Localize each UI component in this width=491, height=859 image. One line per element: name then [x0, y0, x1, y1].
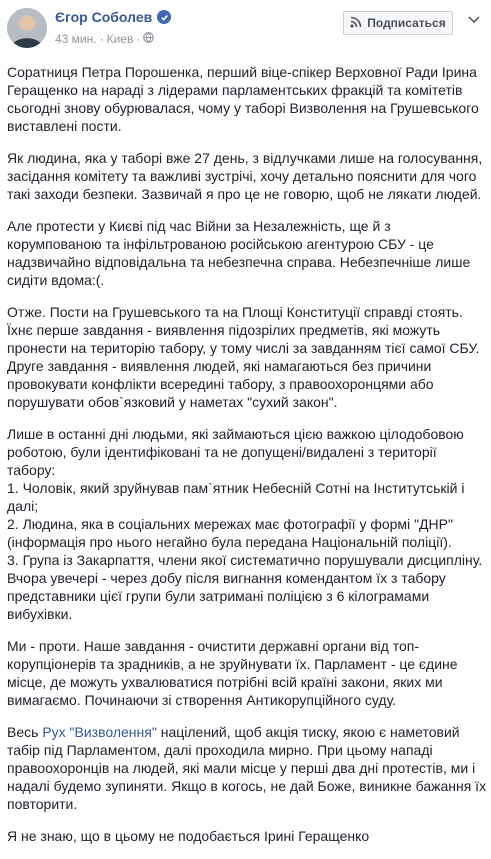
post-location[interactable]: Киев — [106, 32, 134, 46]
post-paragraph: Я не знаю, що в цьому не подобається Ірині Геращенко — [7, 828, 370, 844]
post-paragraph: Соратниця Петра Порошенка, перший віце-спікер Верховної Ради Ірина Геращенко на нараді з лідерами парламентських фракцій та комітетів сьогодні знову обурювалася, чому у таборі Визволення на Грушевського виставлені пости. — [7, 64, 479, 134]
post-body — [7, 63, 487, 859]
subscribe-button[interactable] — [343, 11, 453, 35]
post-paragraph: Лише в останні дні людьми, які займаються цією важкою цілодобовою роботою, були ідентифіковані та не допущені/видалені з території табору: 1. Чоловік, який зруйнував пам`ятник Небесній Сотні на Інститутській і далі; 2. Людина, яка в соціальних мережах має фотографії у формі "ДНР" (інформація про нього негайно була передана Національній поліції). 3. Група із Закарпаття, члени якої систематично порушували дисципліну. Вчора увечері - через добу після вигнання комендантом їх з табору представники цієї групи були затримані поліцією з 6 кілограмами вибухівки. — [7, 426, 483, 622]
post-paragraph: Ми - проти. Наше завдання - очистити державні органи від топ-корупціонерів та зрадників, а не зруйнувати їх. Парламент - це єдине місце, де можуть ухвалюватися потрібні всій країні закони, яких ми вимагаємо. Починаючи зі створення Антикорупційного суду. — [7, 638, 458, 708]
subscribe-label: Подписаться — [367, 16, 446, 30]
author-avatar[interactable] — [7, 8, 47, 48]
paragraph-text: Весь — [7, 724, 43, 740]
rss-feed-icon — [350, 16, 362, 31]
hashtag-link[interactable]: Рух "Визволення" — [42, 724, 157, 740]
meta-separator: · — [99, 32, 104, 46]
paragraph-text: націлений, щоб акція тиску, якою є наметовий табір під Парламентом, далі проходила мирно. При цьому нападі правоохоронців на людей, які мали місце у перші два дні протестів, ми і надалі будемо зупиняти. Якщо в когось, не дай Боже, виникне бажання їх повторити. — [7, 724, 487, 812]
post-paragraph: Але протести у Києві під час Війни за Незалежність, ще й з корумпованою та інфільтрованою російською агентурою СБУ - це надзвичайно відповідальна та небезпечна справа. Небезпечніше лише сидіти вдома:(. — [7, 218, 471, 288]
author-name[interactable]: Єгор Соболев — [55, 9, 153, 25]
post-paragraph: Як людина, яка у таборі вже 27 день, з відлучками лише на голосування, засідання комітету та важливі зустрічі, хочу детально пояснити для чого такі заходи безпеки. Зазвичай я про це не говорю, щоб не лякати людей. — [7, 150, 483, 202]
post-paragraph — [7, 723, 487, 813]
post-meta — [55, 32, 154, 46]
post-header — [0, 0, 491, 62]
meta-separator: · — [136, 32, 141, 46]
verified-badge-icon — [157, 10, 171, 24]
author-name-row — [55, 9, 171, 25]
chevron-down-icon[interactable] — [466, 12, 482, 28]
globe-icon — [143, 32, 154, 46]
post-timestamp[interactable]: 43 мин. — [55, 32, 97, 46]
post-paragraph: Отже. Пости на Грушевського та на Площі Конституції справді стоять. Їхнє перше завдання - виявлення підозрілих предметів, які можуть пронести на територію табору, у тому числі за завданням тієї самої СБУ. Друге завдання - виявлення людей, які намагаються без причини провокувати конфлікти всередині табору, з правоохоронцями або порушувати обов`язковий у наметах "сухий закон". — [7, 304, 480, 410]
